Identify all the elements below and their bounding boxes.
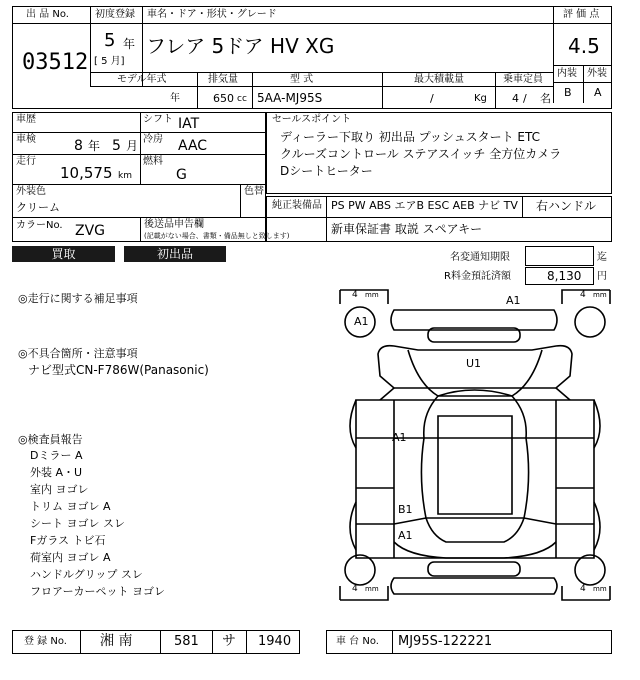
- sales-point-line-1: ディーラー下取り 初出品 プッシュスタート ETC: [280, 130, 540, 144]
- inspector-line: 室内 ヨゴレ: [30, 483, 89, 496]
- sales-points-label: セールスポイント: [272, 114, 352, 125]
- chassis-no: MJ95S-122221: [398, 634, 493, 649]
- interior-grade: B: [564, 86, 572, 99]
- tire-rear-left-unit: mm: [365, 585, 379, 593]
- fuel-label: 燃料: [143, 156, 163, 167]
- defects-line: ナビ型式CN-F786W(Panasonic): [28, 363, 209, 377]
- inspector-title: ◎検査員報告: [18, 433, 83, 446]
- shift-label: シフト: [143, 114, 173, 125]
- displacement-label: 排気量: [208, 74, 238, 85]
- model-code: 5AA-MJ95S: [257, 91, 323, 105]
- ac: AAC: [178, 138, 208, 154]
- inspection-month: 5: [112, 138, 121, 154]
- capacity-sep: /: [523, 92, 527, 105]
- tire-rear-left: 4: [352, 584, 358, 594]
- buy-badge: 買取: [12, 246, 115, 262]
- score-label: 評 価 点: [563, 9, 600, 20]
- inspection-year-unit: 年: [88, 139, 101, 153]
- mileage: 10,575: [60, 164, 113, 182]
- damage-mark-left-side: A1: [392, 431, 407, 444]
- first-reg-year: 5: [104, 30, 116, 51]
- tire-front-left-unit: mm: [365, 291, 379, 299]
- registration-kana: サ: [222, 633, 236, 649]
- tire-front-right: 4: [580, 290, 586, 300]
- chassis-label: 車 台 No.: [336, 636, 379, 647]
- capacity: 4: [512, 92, 519, 105]
- registration-class: 581: [174, 634, 199, 649]
- exterior-label: 外装: [587, 68, 607, 79]
- name-change-label: 名変通知期限: [450, 252, 510, 263]
- car-damage-diagram: [338, 288, 612, 602]
- aftermarket-note: (記載がない場合、書類・備品無しと致します): [144, 232, 290, 240]
- name-change-value-box: [525, 246, 594, 266]
- displacement-unit: cc: [237, 94, 247, 104]
- first-reg-month: [ 5 月]: [94, 56, 125, 67]
- mileage-unit: km: [118, 171, 132, 181]
- inspector-line: シート ヨゴレ スレ: [30, 517, 125, 530]
- inspector-line: 外装 A・U: [30, 466, 83, 479]
- first-reg-label: 初度登録: [95, 9, 135, 20]
- damage-mark-front-left: A1: [354, 315, 369, 328]
- score: 4.5: [568, 34, 600, 58]
- standard-equipment-label: 純正装備品: [272, 200, 322, 211]
- interior-label: 内装: [557, 68, 577, 79]
- inspector-line: 荷室内 ヨゴレ A: [30, 551, 111, 564]
- car-name: フレア 5ドア HV XG: [146, 34, 335, 58]
- standard-equipment: PS PW ABS エアB ESC AEB ナビ TV: [331, 199, 518, 212]
- car-name-label: 車名・ドア・形状・グレード: [147, 9, 277, 20]
- model-label: 型 式: [290, 74, 314, 85]
- inspection-month-unit: 月: [126, 139, 139, 153]
- inspector-line: Fガラス トビ石: [30, 534, 106, 547]
- recycle-value: 8,130: [547, 269, 582, 283]
- tire-rear-right: 4: [580, 584, 586, 594]
- inspection-year: 8: [74, 138, 83, 154]
- registration-area: 湘 南: [100, 633, 133, 649]
- tire-front-left: 4: [352, 290, 358, 300]
- history-label: 車歴: [16, 114, 36, 125]
- color-change-label: 色替: [244, 186, 264, 197]
- recycle-yen: 円: [597, 271, 607, 282]
- exterior-grade: A: [594, 86, 602, 99]
- model-year-unit: 年: [170, 93, 180, 104]
- capacity-label: 乗車定員: [503, 74, 543, 85]
- inspector-line: Dミラー A: [30, 449, 83, 462]
- lot-no-label: 出 品 No.: [26, 9, 69, 20]
- mileage-label: 走行: [16, 156, 36, 167]
- color: クリーム: [16, 201, 60, 214]
- fuel: G: [176, 167, 187, 183]
- damage-mark-roof: U1: [466, 357, 482, 370]
- damage-mark-front-bumper: A1: [506, 294, 521, 307]
- model-year-label: モデル年式: [117, 74, 167, 85]
- ac-label: 冷房: [143, 134, 163, 145]
- inspector-line: フロアーカーペット ヨゴレ: [30, 585, 165, 598]
- shift: IAT: [178, 116, 200, 132]
- color-no: ZVG: [75, 223, 106, 239]
- tire-rear-right-unit: mm: [593, 585, 607, 593]
- driving-notes-title: ◎走行に関する補足事項: [18, 292, 138, 305]
- tire-front-right-unit: mm: [593, 291, 607, 299]
- damage-mark-rear-left-b: B1: [398, 503, 413, 516]
- inspection-label: 車検: [16, 134, 36, 145]
- aftermarket-label: 後送品申告欄: [144, 219, 204, 230]
- inspector-line: トリム ヨゴレ A: [30, 500, 111, 513]
- first-reg-year-unit: 年: [123, 37, 136, 51]
- registration-number: 1940: [258, 634, 292, 649]
- documents: 新車保証書 取説 スペアキー: [331, 222, 483, 236]
- first-listing-badge: 初出品: [124, 246, 226, 262]
- recycle-label: R料金預託済額: [444, 271, 511, 282]
- color-label: 外装色: [16, 186, 46, 197]
- capacity-unit: 名: [540, 92, 551, 105]
- registration-label: 登 録 No.: [24, 636, 67, 647]
- defects-title: ◎不具合箇所・注意事項: [18, 347, 138, 360]
- max-load-label: 最大積載量: [414, 74, 464, 85]
- color-no-label: カラーNo.: [16, 220, 63, 231]
- lot-no: 03512: [22, 50, 89, 75]
- name-change-unit: 迄: [597, 252, 607, 263]
- displacement: 650: [213, 92, 234, 105]
- max-load-slash: /: [430, 92, 434, 105]
- damage-mark-rear-left-a: A1: [398, 529, 413, 542]
- inspector-line: ハンドルグリップ スレ: [30, 568, 143, 581]
- sales-point-line-2: クルーズコントロール ステアスイッチ 全方位カメラ: [280, 147, 562, 161]
- sales-point-line-3: Dシートヒーター: [280, 164, 373, 178]
- steering-side: 右ハンドル: [536, 199, 597, 213]
- max-load-unit: Kg: [474, 93, 487, 104]
